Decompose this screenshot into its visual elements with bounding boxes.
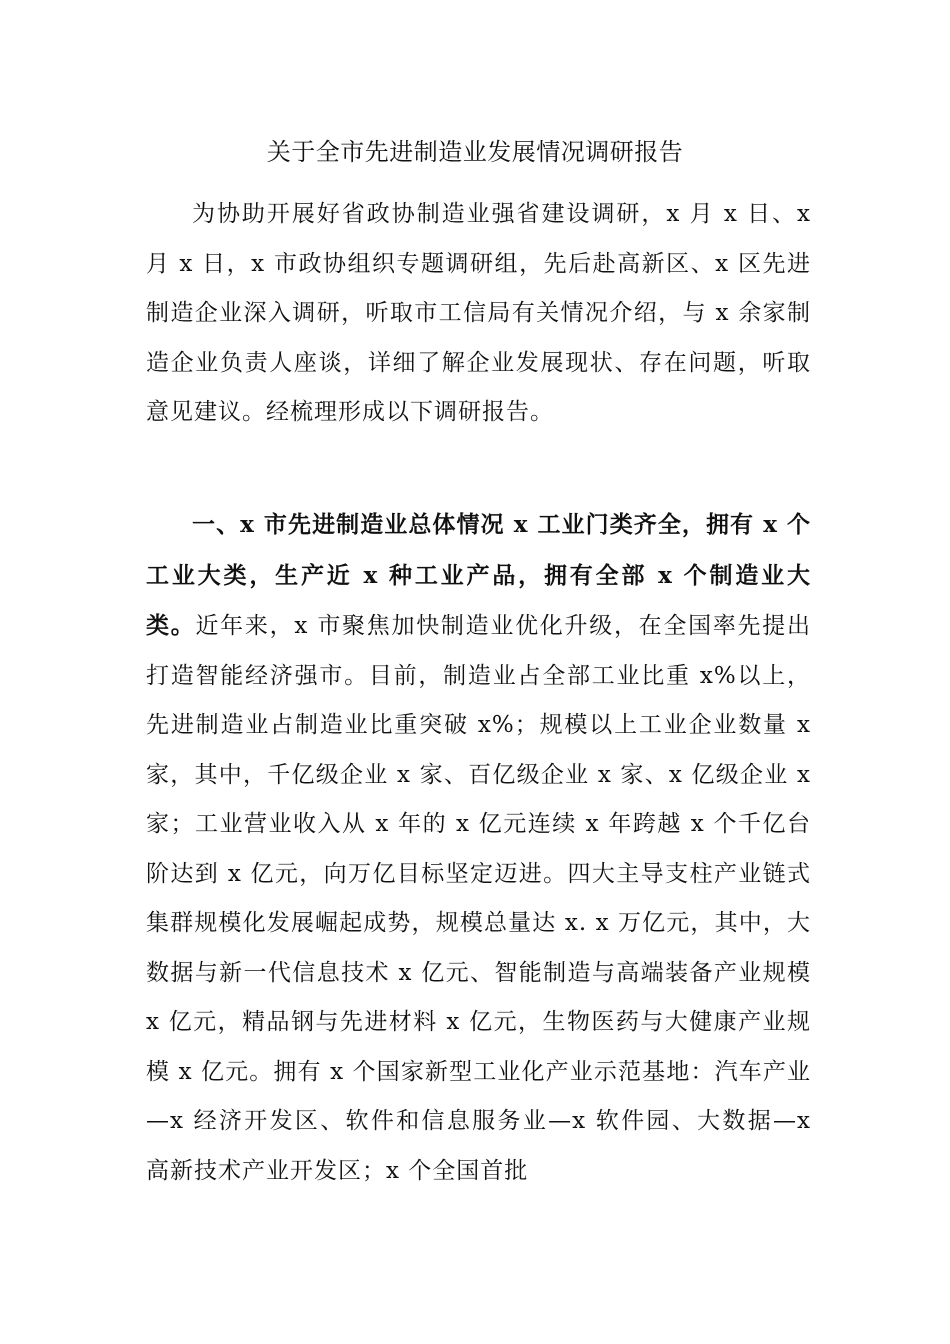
intro-paragraph: 为协助开展好省政协制造业强省建设调研，x 月 x 日、x 月 x 日，x 市政协组织专题调研组，先后赴高新区、x 区先进制造企业深入调研，听取市工信局有关情况介绍，与 x 余家制造企业负责人座谈，详细了解企业发展现状、存在问题，听取意见建议。经梳理形成以下调研报告。 <box>146 201 811 425</box>
section-one-paragraph <box>146 500 811 1196</box>
document-title: 关于全市先进制造业发展情况调研报告 <box>266 138 684 166</box>
section-one-body: 近年来，x 市聚焦加快制造业优化升级，在全国率先提出打造智能经济强市。目前，制造业占全部工业比重 x%以上，先进制造业占制造业比重突破 x%；规模以上工业企业数量 x 家，其中，千亿级企业 x 家、百亿级企业 x 家、x 亿级企业 x 家；工业营业收入从 x 年的 x 亿元连续 x 年跨越 x 个千亿台阶达到 x 亿元，向万亿目标坚定迈进。四大主导支柱产业链式集群规模化发展崛起成势，规模总量达 x. x 万亿元，其中，大数据与新一代信息技术 x 亿元、智能制造与高端装备产业规模 x 亿元，精品钢与先进材料 x 亿元，生物医药与大健康产业规模 x 亿元。拥有 x 个国家新型工业化产业示范基地：汽车产业—x 经济开发区、软件和信息服务业—x 软件园、大数据—x 高新技术产业开发区；x 个全国首批 <box>146 613 811 1184</box>
section-one-heading: 一、x 市先进制造业总体情况 x 工业门类齐全，拥有 x 个工业大类，生产近 x 种工业产品，拥有全部 x 个制造业大类。 <box>146 511 811 639</box>
